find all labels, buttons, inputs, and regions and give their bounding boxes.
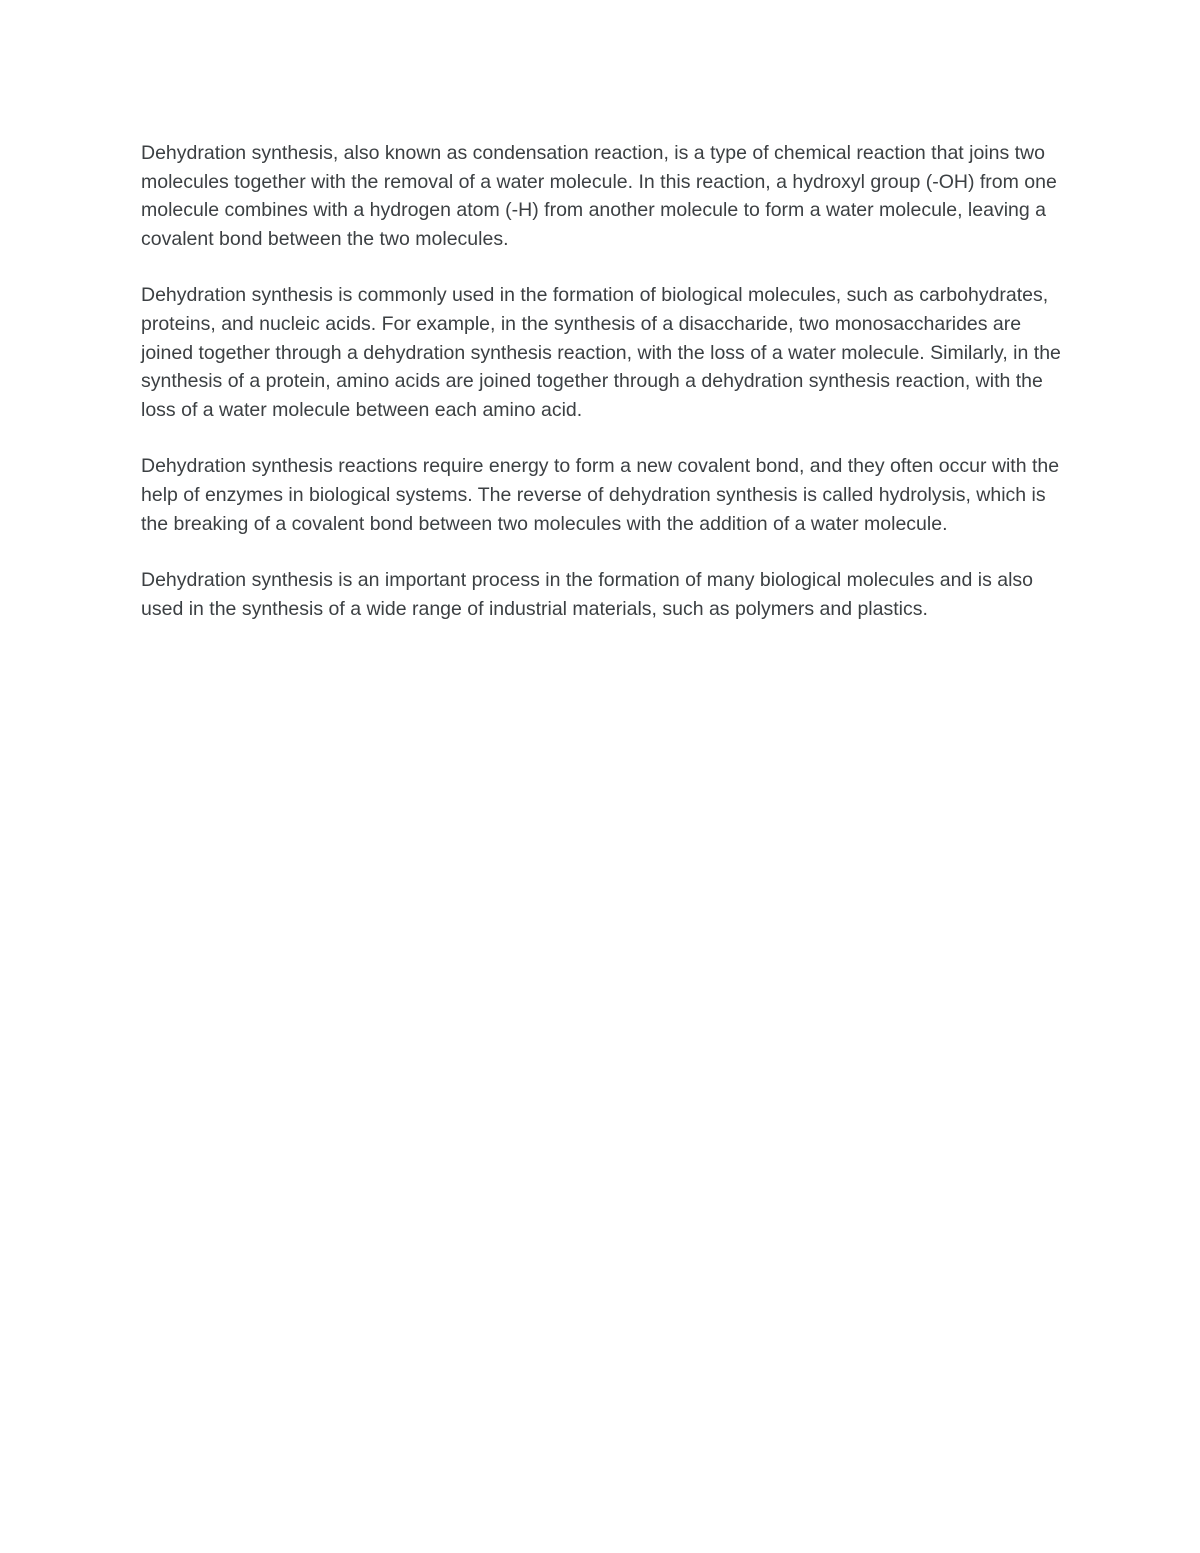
- paragraph-importance: Dehydration synthesis is an important process in the formation of many biological molecules and is also used in the synthesis of a wide range of industrial materials, such as polymers and plastics.: [141, 569, 1034, 620]
- paragraph-biological-molecules: Dehydration synthesis is commonly used in the formation of biological molecules, such as carbohydrates, proteins, and nucleic acids. For example, in the synthesis of a disaccharide, two monosaccharides are joined together through a dehydration synthesis reaction, with the loss of a water molecule. Similarly, in the synthesis of a protein, amino acids are joined together through a dehydration synthesis reaction, with the loss of a water molecule between each amino acid.: [141, 284, 1061, 421]
- document-body: [141, 139, 1066, 651]
- paragraph-energy-and-hydrolysis: Dehydration synthesis reactions require energy to form a new covalent bond, and they often occur with the help of enzymes in biological systems. The reverse of dehydration synthesis is called hydrolysis, which is the breaking of a covalent bond between two molecules with the addition of a water molecule.: [141, 455, 1060, 535]
- paragraph-dehydration-definition: Dehydration synthesis, also known as condensation reaction, is a type of chemical reaction that joins two molecules together with the removal of a water molecule. In this reaction, a hydroxyl group (-OH) from one molecule combines with a hydrogen atom (-H) from another molecule to form a water molecule, leaving a covalent bond between the two molecules.: [141, 142, 1057, 250]
